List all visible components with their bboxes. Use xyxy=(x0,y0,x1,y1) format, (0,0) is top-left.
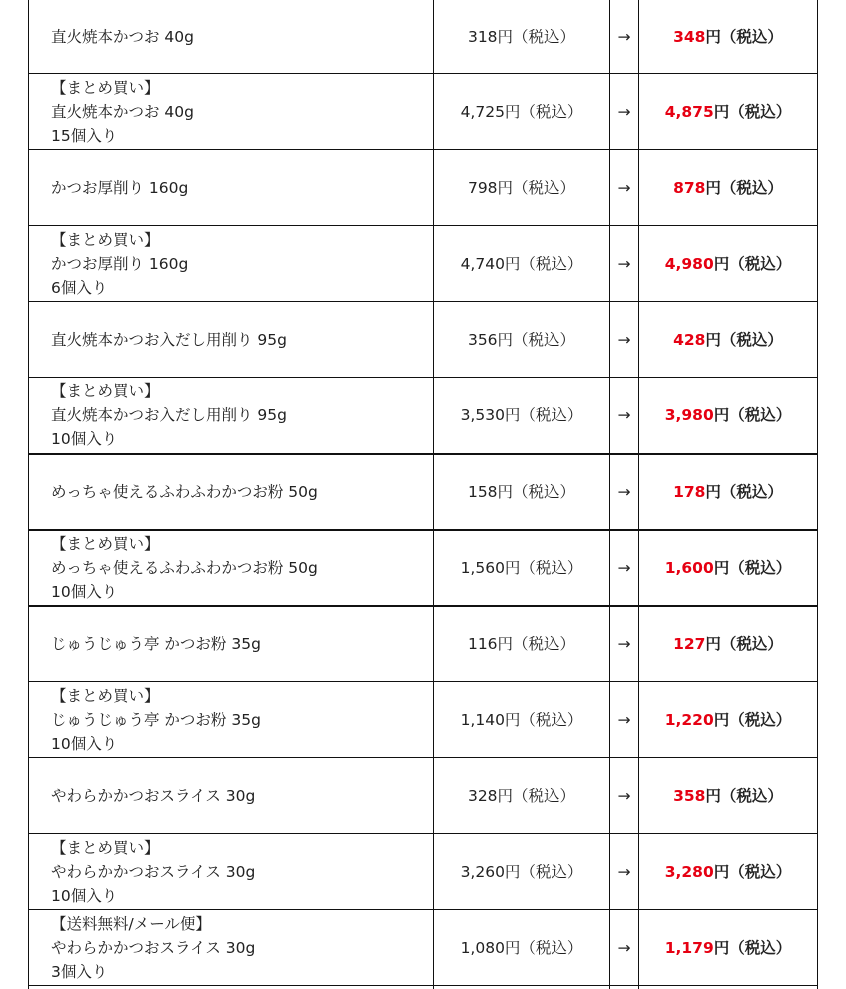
arrow-icon: → xyxy=(610,910,639,986)
arrow-icon: → xyxy=(610,302,639,378)
new-price-suffix: 円（税込） xyxy=(713,710,792,729)
new-price-value: 348 xyxy=(673,27,706,46)
new-price xyxy=(639,454,818,530)
new-price xyxy=(639,910,818,986)
old-price: 4,740円（税込） xyxy=(434,226,610,302)
product-name-line: じゅうじゅう亭 かつお粉 35g xyxy=(51,710,261,729)
new-price-suffix: 円（税込） xyxy=(705,330,783,349)
old-price: 3,260円（税込） xyxy=(434,834,610,910)
product-name-line: 直火焼本かつお 40g xyxy=(51,102,194,121)
table-row xyxy=(29,74,818,150)
arrow-icon: → xyxy=(610,150,639,226)
product-name-line: 3個入り xyxy=(51,962,108,981)
new-price-value: 4,980 xyxy=(664,254,714,273)
table-row xyxy=(29,834,818,910)
table-row xyxy=(29,758,818,834)
table-row xyxy=(29,454,818,530)
new-price xyxy=(639,302,818,378)
table-row xyxy=(29,682,818,758)
new-price-suffix: 円（税込） xyxy=(713,938,792,957)
new-price-suffix: 円（税込） xyxy=(713,862,792,881)
new-price-suffix: 円（税込） xyxy=(705,786,783,805)
product-name-line: 【送料無料/メール便】 xyxy=(51,914,211,933)
new-price-suffix: 円（税込） xyxy=(713,102,792,121)
arrow-icon: → xyxy=(610,758,639,834)
old-price: 328円（税込） xyxy=(434,758,610,834)
product-name-cell xyxy=(29,910,434,986)
new-price-value: 4,875 xyxy=(664,102,714,121)
new-price xyxy=(639,834,818,910)
old-price: 318円（税込） xyxy=(434,0,610,74)
product-name-line: 【まとめ買い】 xyxy=(51,838,160,857)
old-price: 798円（税込） xyxy=(434,150,610,226)
new-price-suffix: 円（税込） xyxy=(713,254,792,273)
old-price: 1,080円（税込） xyxy=(434,910,610,986)
table-row xyxy=(29,302,818,378)
new-price-value: 358 xyxy=(673,786,706,805)
new-price-value: 1,179 xyxy=(664,938,714,957)
product-name-cell xyxy=(29,986,434,989)
product-name-line: 6個入り xyxy=(51,278,108,297)
product-name-line: かつお厚削り 160g xyxy=(51,254,189,273)
product-name-cell xyxy=(29,606,434,682)
new-price-value: 1,600 xyxy=(664,558,714,577)
table-row xyxy=(29,910,818,986)
new-price xyxy=(639,150,818,226)
table-row xyxy=(29,150,818,226)
old-price: 356円（税込） xyxy=(434,302,610,378)
arrow-icon: → xyxy=(610,454,639,530)
new-price-value: 878 xyxy=(673,178,706,197)
product-name-line: 【まとめ買い】 xyxy=(51,230,160,249)
old-price: 1,140円（税込） xyxy=(434,682,610,758)
old-price: 158円（税込） xyxy=(434,454,610,530)
table-row xyxy=(29,606,818,682)
product-name-line: じゅうじゅう亭 かつお粉 35g xyxy=(51,634,261,653)
old-price: 4,725円（税込） xyxy=(434,74,610,150)
new-price xyxy=(639,986,818,989)
product-name-line: 【まとめ買い】 xyxy=(51,534,160,553)
table-row xyxy=(29,226,818,302)
arrow-icon: → xyxy=(610,0,639,74)
old-price: 116円（税込） xyxy=(434,606,610,682)
new-price-suffix: 円（税込） xyxy=(705,634,783,653)
new-price-value: 3,280 xyxy=(664,862,714,881)
arrow-icon: → xyxy=(610,378,639,454)
product-name-cell xyxy=(29,0,434,74)
product-name-line: 【まとめ買い】 xyxy=(51,686,160,705)
new-price-value: 1,220 xyxy=(664,710,714,729)
new-price-value: 428 xyxy=(673,330,706,349)
product-name-line: やわらかかつおスライス 30g xyxy=(51,786,256,805)
arrow-cell xyxy=(610,986,639,989)
product-name-line: やわらかかつおスライス 30g xyxy=(51,938,256,957)
product-name-cell xyxy=(29,74,434,150)
product-name-line: 【まとめ買い】 xyxy=(51,78,160,97)
new-price-suffix: 円（税込） xyxy=(713,558,792,577)
product-name-cell xyxy=(29,682,434,758)
product-name-cell xyxy=(29,150,434,226)
new-price xyxy=(639,226,818,302)
product-name-line: かつお厚削り 160g xyxy=(51,178,189,197)
product-name-cell xyxy=(29,758,434,834)
product-name-line: 直火焼本かつお入だし用削り 95g xyxy=(51,330,287,349)
product-name-cell xyxy=(29,530,434,606)
product-name-cell xyxy=(29,834,434,910)
product-name-cell xyxy=(29,226,434,302)
arrow-icon: → xyxy=(610,606,639,682)
arrow-icon: → xyxy=(610,226,639,302)
price-table-body xyxy=(29,0,818,989)
arrow-icon: → xyxy=(610,530,639,606)
product-name-line: 10個入り xyxy=(51,582,118,601)
product-name-line: 【まとめ買い】 xyxy=(51,382,160,401)
new-price xyxy=(639,0,818,74)
price-table xyxy=(28,0,818,989)
old-price xyxy=(434,986,610,989)
table-row xyxy=(29,530,818,606)
new-price-value: 3,980 xyxy=(664,406,714,425)
arrow-icon: → xyxy=(610,682,639,758)
new-price-suffix: 円（税込） xyxy=(705,482,783,501)
new-price xyxy=(639,606,818,682)
table-row xyxy=(29,378,818,454)
new-price-suffix: 円（税込） xyxy=(713,406,792,425)
product-name-line: 10個入り xyxy=(51,734,118,753)
new-price-value: 178 xyxy=(673,482,706,501)
product-name-cell xyxy=(29,378,434,454)
new-price xyxy=(639,758,818,834)
new-price-suffix: 円（税込） xyxy=(705,178,783,197)
product-name-line: 10個入り xyxy=(51,886,118,905)
table-row-partial xyxy=(29,986,818,989)
product-name-line: 直火焼本かつお入だし用削り 95g xyxy=(51,406,287,425)
old-price: 1,560円（税込） xyxy=(434,530,610,606)
new-price-value: 127 xyxy=(673,634,706,653)
new-price xyxy=(639,74,818,150)
product-name-line: やわらかかつおスライス 30g xyxy=(51,862,256,881)
arrow-icon: → xyxy=(610,74,639,150)
product-name-line: 10個入り xyxy=(51,430,118,449)
new-price xyxy=(639,682,818,758)
new-price xyxy=(639,530,818,606)
product-name-line: 直火焼本かつお 40g xyxy=(51,27,194,46)
product-name-cell xyxy=(29,302,434,378)
table-row xyxy=(29,0,818,74)
product-name-line: 15個入り xyxy=(51,126,118,145)
product-name-cell xyxy=(29,454,434,530)
new-price xyxy=(639,378,818,454)
product-name-line: めっちゃ使えるふわふわかつお粉 50g xyxy=(51,558,318,577)
old-price: 3,530円（税込） xyxy=(434,378,610,454)
arrow-icon: → xyxy=(610,834,639,910)
new-price-suffix: 円（税込） xyxy=(705,27,783,46)
product-name-line: めっちゃ使えるふわふわかつお粉 50g xyxy=(51,482,318,501)
